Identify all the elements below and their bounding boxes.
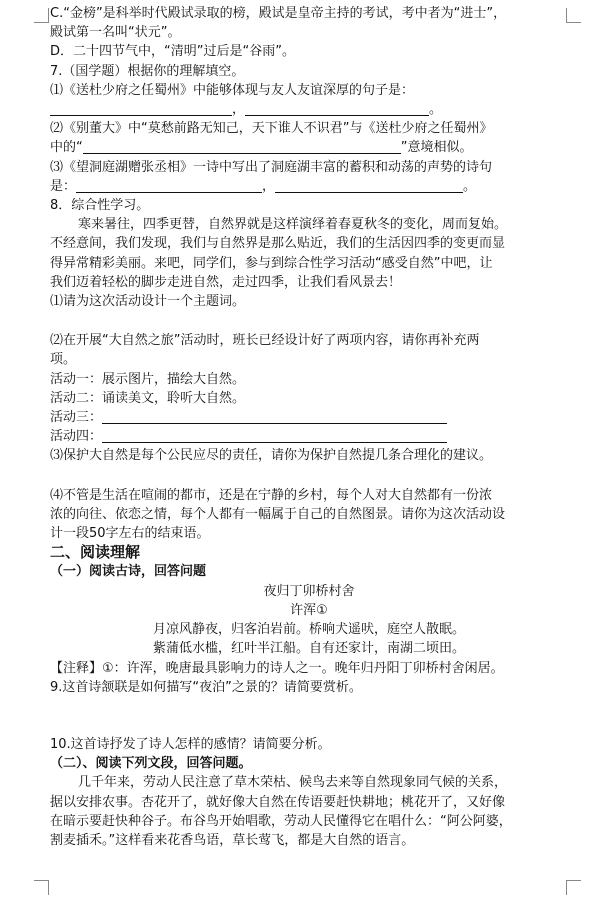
line-text: 活动二：诵读美文，聆听大自然。 bbox=[50, 390, 246, 406]
section-heading bbox=[50, 543, 568, 562]
line-text: 紫蒲低水槛，红叶半江船。自有还家计，南湖二顷田。 bbox=[152, 641, 465, 657]
document-page bbox=[50, 4, 568, 850]
line-text: 活动四： bbox=[50, 429, 103, 445]
line-text: 寒来暑往，四季更替，自然界就是这样演绎着春夏秋冬的变化，周而复始。 bbox=[78, 217, 508, 233]
text-line bbox=[50, 158, 568, 177]
text-line bbox=[50, 81, 568, 100]
text-line bbox=[50, 42, 568, 61]
line-text: 月凉风静夜，归客泊岩前。桥响犬遥吠，庭空人散眠。 bbox=[152, 622, 465, 638]
line-text: 夜归丁卯桥村舍 bbox=[263, 583, 355, 599]
line-text: 8．综合性学习。 bbox=[50, 198, 150, 214]
text-line bbox=[50, 389, 568, 408]
line-text: 项。 bbox=[50, 352, 77, 368]
text-line bbox=[50, 678, 568, 697]
line-text: C.“金榜”是科举时代殿试录取的榜，殿试是皇帝主持的考试，考中者为“进士”， bbox=[50, 6, 507, 21]
corner-mark-bottom-left bbox=[34, 880, 49, 895]
line-text: 二、阅读理解 bbox=[50, 543, 141, 562]
line-text: ⑷不管是生活在喧闹的都市，还是在宁静的乡村，每个人对大自然都有一份浓 bbox=[50, 487, 493, 503]
text-line bbox=[50, 812, 568, 831]
line-text: ⑶保护大自然是每个公民应尽的责任，请你为保护自然提几条合理化的建议。 bbox=[50, 448, 493, 464]
text-line bbox=[50, 331, 568, 350]
line-text: 活动三： bbox=[50, 410, 103, 426]
comma: ， bbox=[262, 178, 276, 194]
fill-in-blank[interactable] bbox=[245, 101, 429, 116]
text-line bbox=[50, 505, 568, 524]
corner-mark-bottom-right bbox=[566, 880, 581, 895]
text-line bbox=[50, 601, 568, 620]
line-tail-text: ”意境相似。 bbox=[400, 140, 473, 156]
text-line bbox=[50, 427, 568, 446]
text-line bbox=[50, 639, 568, 658]
line-text: 【注释】①：许浑，晚唐最具影响力的诗人之一。晚年归丹阳丁卯桥村舍闲居。 bbox=[50, 660, 504, 676]
text-line bbox=[50, 196, 568, 215]
text-line bbox=[50, 23, 568, 42]
text-line bbox=[50, 4, 568, 23]
line-text: 得异常精彩美丽。来吧，同学们，参与到综合性学习活动“感受自然”中吧，让 bbox=[50, 255, 493, 271]
line-text: 许浑① bbox=[290, 602, 328, 618]
line-text: 9.这首诗颔联是如何描写“夜泊”之景的？请简要赏析。 bbox=[50, 679, 362, 695]
text-line bbox=[50, 524, 568, 543]
text-line bbox=[50, 62, 568, 81]
answer-space bbox=[50, 697, 568, 735]
text-line bbox=[50, 486, 568, 505]
fill-in-blank[interactable] bbox=[275, 178, 463, 193]
text-line bbox=[50, 773, 568, 792]
line-text: 活动一：展示图片，描绘大自然。 bbox=[50, 371, 246, 387]
section-heading bbox=[50, 754, 568, 773]
line-text: ⑴请为这次活动设计一个主题词。 bbox=[50, 294, 246, 310]
line-text: （一）阅读古诗，回答问题 bbox=[50, 564, 207, 580]
section-heading bbox=[50, 562, 568, 581]
text-line bbox=[50, 446, 568, 465]
text-line bbox=[50, 735, 568, 754]
line-text: 我们迈着轻松的脚步走进自然，走过四季，让我们看风景去！ bbox=[50, 274, 402, 290]
text-line bbox=[50, 408, 568, 427]
line-text: （二）、阅读下列文段，回答问题。 bbox=[50, 756, 252, 772]
text-line bbox=[50, 831, 568, 850]
line-text: 10.这首诗抒发了诗人怎样的感情？请简要分析。 bbox=[50, 736, 331, 752]
text-line bbox=[50, 215, 568, 234]
text-line bbox=[50, 119, 568, 138]
line-text: 据以安排农事。杏花开了，就好像大自然在传语要赶快耕地；桃花开了，又好像 bbox=[50, 794, 506, 810]
corner-mark-top-right bbox=[566, 8, 581, 23]
fill-in-blank[interactable] bbox=[76, 178, 262, 193]
line-text: 割麦插禾。”这样看来花香鸟语，草长莺飞，都是大自然的语言。 bbox=[50, 832, 415, 848]
line-text: ⑶《望洞庭湖赠张丞相》一诗中写出了洞庭湖丰富的蓄积和动荡的声势的诗句 bbox=[50, 159, 493, 175]
text-line bbox=[50, 292, 568, 311]
corner-mark-top-left bbox=[34, 8, 49, 23]
text-line bbox=[50, 350, 568, 369]
line-text: 是： bbox=[50, 178, 77, 194]
text-line bbox=[50, 620, 568, 639]
fill-in-blank[interactable] bbox=[50, 101, 232, 116]
fill-in-blank[interactable] bbox=[83, 139, 401, 154]
text-line bbox=[50, 793, 568, 812]
text-line bbox=[50, 177, 568, 196]
line-text: ⑵《别董大》中“莫愁前路无知己，天下谁人不识君”与《送杜少府之任蜀州》 bbox=[50, 121, 493, 137]
line-text: 浓的向往、依恋之情，每个人都有一幅属于自己的自然图景。请你为这次活动设 bbox=[50, 506, 506, 522]
answer-space bbox=[50, 311, 568, 331]
comma: ， bbox=[232, 102, 246, 118]
text-line bbox=[50, 234, 568, 253]
line-text: 殿试第一名叫“状元”。 bbox=[50, 25, 181, 41]
line-text: 7.（国学题）根据你的理解填空。 bbox=[50, 63, 245, 79]
line-text: 几千年来，劳动人民注意了草木荣枯、候鸟去来等自然现象同气候的关系， bbox=[78, 775, 508, 791]
text-line bbox=[50, 100, 568, 119]
line-text: 中的“ bbox=[50, 140, 83, 156]
line-text: ⑴《送杜少府之任蜀州》中能够体现与友人友谊深厚的句子是： bbox=[50, 82, 415, 98]
text-line bbox=[50, 659, 568, 678]
fill-in-blank[interactable] bbox=[102, 428, 447, 443]
answer-space bbox=[50, 466, 568, 486]
text-line bbox=[50, 254, 568, 273]
line-tail-text: 。 bbox=[429, 102, 443, 118]
line-text: ⑵在开展“大自然之旅”活动时，班长已经设计好了两项内容，请你再补充两 bbox=[50, 333, 480, 349]
line-tail-text: 。 bbox=[463, 178, 477, 194]
line-text: 不经意间，我们发现，我们与自然界是那么贴近，我们的生活因四季的变更而显 bbox=[50, 236, 506, 252]
line-text: 在暗示要赶快种谷子。布谷鸟开始唱歌，劳动人民懂得它在唱什么：“阿公阿婆， bbox=[50, 813, 512, 829]
text-line bbox=[50, 582, 568, 601]
text-line bbox=[50, 273, 568, 292]
text-line bbox=[50, 138, 568, 157]
line-text: 计一段50字左右的结束语。 bbox=[50, 526, 210, 542]
text-line bbox=[50, 370, 568, 389]
line-text: D．二十四节气中，“清明”过后是“谷雨”。 bbox=[50, 44, 295, 60]
fill-in-blank[interactable] bbox=[102, 409, 447, 424]
